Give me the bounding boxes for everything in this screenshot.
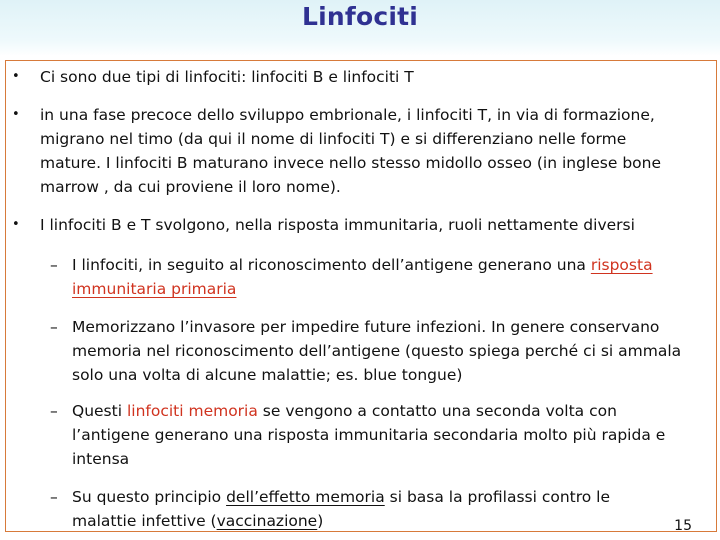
bullet-glyph: •	[12, 69, 20, 84]
subitem-text	[72, 315, 700, 387]
text-segment: I linfociti, in seguito al riconoscimento dell’antigene generano una	[72, 256, 591, 274]
text-line	[72, 399, 700, 423]
text-line: intensa	[72, 450, 130, 468]
subitem-text	[72, 485, 700, 533]
bullet-glyph: •	[12, 217, 20, 232]
text-line: l’antigene generano una risposta immunitaria secondaria molto più rapida e	[72, 426, 666, 444]
text-line: migrano nel timo (da qui il nome di linfociti T) e si differenziano nelle forme	[40, 130, 627, 148]
text-line	[72, 277, 700, 301]
page-number: 15	[674, 518, 692, 534]
slide-title: Linfociti	[301, 2, 419, 31]
bullet-text	[40, 103, 700, 199]
dash-glyph: –	[50, 402, 58, 420]
text-line: I linfociti B e T svolgono, nella risposta immunitaria, ruoli nettamente diversi	[40, 216, 635, 234]
text-line	[72, 509, 700, 533]
bullet-text	[40, 213, 700, 237]
text-segment: se vengono a contatto una seconda volta con	[257, 402, 617, 420]
subitem-text	[72, 399, 700, 471]
dash-glyph: –	[50, 488, 58, 506]
text-segment: )	[317, 512, 324, 530]
dash-glyph: –	[50, 318, 58, 336]
subitem-text	[72, 253, 700, 301]
content-box	[5, 60, 717, 532]
text-line: marrow , da cui proviene il loro nome).	[40, 178, 341, 196]
text-line	[72, 253, 700, 277]
text-segment: malattie infettive (	[72, 512, 217, 530]
text-line: Ci sono due tipi di linfociti: linfociti B e linfociti T	[40, 68, 414, 86]
text-line: in una fase precoce dello sviluppo embrionale, i linfociti T, in via di formazione,	[40, 106, 655, 124]
text-line	[72, 485, 700, 509]
text-segment: si basa la profilassi contro le	[384, 488, 611, 506]
risposta-link[interactable]: risposta	[590, 256, 653, 274]
bullet-text	[40, 65, 700, 89]
text-segment: Su questo principio	[72, 488, 227, 506]
immunitaria-primaria-link[interactable]: immunitaria primaria	[72, 280, 237, 298]
text-line: solo una volta di alcune malattie; es. blue tongue)	[72, 366, 463, 384]
text-segment: Questi	[72, 402, 127, 420]
bullet-glyph: •	[12, 107, 20, 122]
text-line: memoria nel riconoscimento dell’antigene (questo spiega perché ci si ammala	[72, 342, 682, 360]
effetto-memoria-link[interactable]: dell’effetto memoria	[226, 488, 385, 506]
dash-glyph: –	[50, 256, 58, 274]
vaccinazione-link[interactable]: vaccinazione	[216, 512, 318, 530]
text-line: mature. I linfociti B maturano invece nello stesso midollo osseo (in inglese bone	[40, 154, 662, 172]
linfociti-memoria-highlight: linfociti memoria	[126, 402, 258, 420]
text-line: Memorizzano l’invasore per impedire future infezioni. In genere conservano	[72, 318, 660, 336]
